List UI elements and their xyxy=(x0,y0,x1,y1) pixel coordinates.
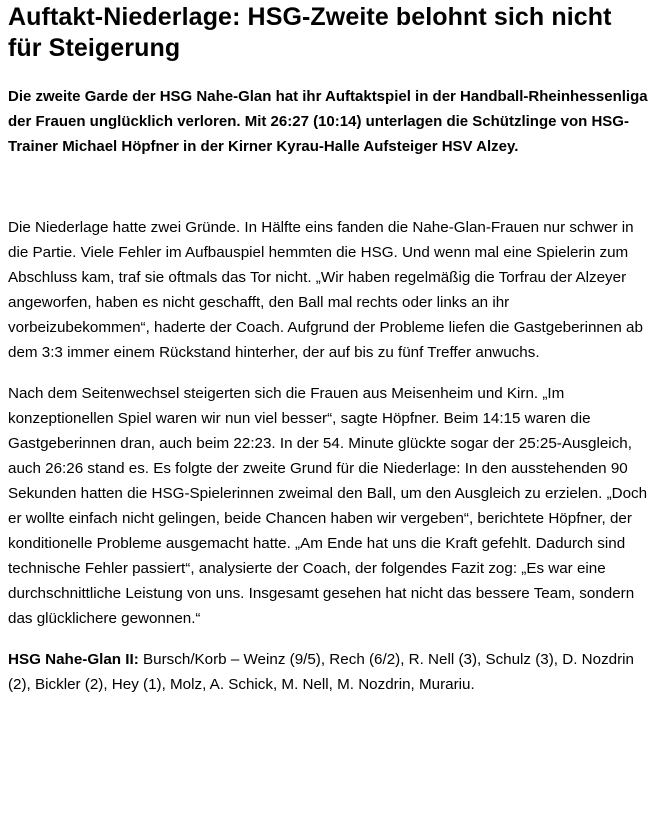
lineup xyxy=(8,647,650,697)
article-headline: Auftakt-Niederlage: HSG-Zweite belohnt sich nicht für Steigerung xyxy=(8,3,612,62)
lineup-team-label: HSG Nahe-Glan II: xyxy=(8,651,139,668)
article xyxy=(8,0,650,697)
article-paragraph: Die Niederlage hatte zwei Gründe. In Hälfte eins fanden die Nahe-Glan-Frauen nur schwer in die Partie. Viele Fehler im Aufbauspiel hemmten die HSG. Und wenn mal eine Spielerin zum Abschluss kam, traf sie oftmals das Tor nicht. „Wir haben regelmäßig die Torfrau der Alzeyer angeworfen, haben es nicht geschafft, den Ball mal rechts oder links an ihr vorbeizubekommen“, haderte der Coach. Aufgrund der Probleme liefen die Gastgeberinnen ab dem 3:3 immer einem Rückstand hinterher, der auf bis zu fünf Treffer anwuchs. xyxy=(8,219,643,361)
lineup-players: Bursch/Korb – Weinz (9/5), Rech (6/2), R. Nell (3), Schulz (3), D. Nozdrin (2), Bickler (2), Hey (1), Molz, A. Schick, M. Nell, M. Nozdrin, Murariu. xyxy=(8,651,634,693)
article-lead: Die zweite Garde der HSG Nahe-Glan hat ihr Auftaktspiel in der Handball-Rheinhessenliga der Frauen unglücklich verloren. Mit 26:27 (10:14) unterlagen die Schützlinge von HSG-Trainer Michael Höpfner in der Kirner Kyrau-Halle Aufsteiger HSV Alzey. xyxy=(8,88,648,155)
article-paragraph: Nach dem Seitenwechsel steigerten sich die Frauen aus Meisenheim und Kirn. „Im konzeptionellen Spiel waren wir nun viel besser“, sagte Höpfner. Beim 14:15 waren die Gastgeberinnen dran, auch beim 22:23. In der 54. Minute glückte sogar der 25:25-Ausgleich, auch 26:26 stand es. Es folgte der zweite Grund für die Niederlage: In den ausstehenden 90 Sekunden hatten die HSG-Spielerinnen zweimal den Ball, um den Ausgleich zu erzielen. „Doch er wollte einfach nicht gelingen, beide Chancen haben wir vergeben“, berichtete Höpfner, der konditionelle Probleme ausgemacht hatte. „Am Ende hat uns die Kraft gefehlt. Dadurch sind technische Fehler passiert“, analysierte der Coach, der folgendes Fazit zog: „Es war eine durchschnittliche Leistung von uns. Insgesamt gesehen hat nicht das bessere Team, sondern das glücklichere gewonnen.“ xyxy=(8,385,648,627)
